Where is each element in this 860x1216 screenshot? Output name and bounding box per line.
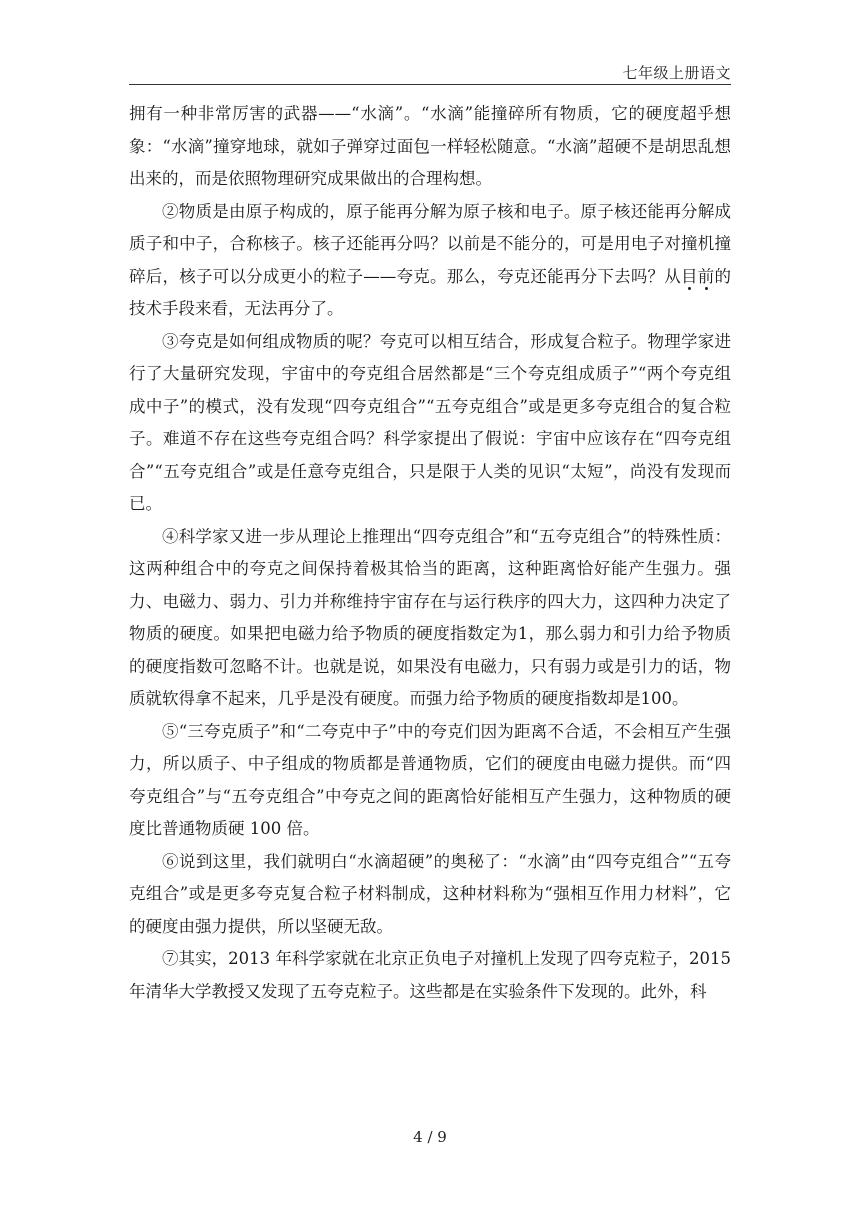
paragraph-2: [129, 196, 731, 326]
paragraph-5: ⑤“三夸克质子”和“二夸克中子”中的夸克们因为距离不合适，不会相互产生强力，所以质子、中子组成的物质都是普通物质，它们的硬度由电磁力提供。而“四夸克组合”与“五夸克组合”中夸克之间的距离恰好能相互产生强力，这种物质的硬度比普通物质硬 100 倍。: [129, 721, 731, 838]
paragraph-2-text-after: 的技术手段来看，无法再分了。: [129, 266, 732, 318]
header-title: 七年级上册语文: [622, 64, 731, 82]
paragraph-2-text-before: ②物质是由原子构成的，原子能再分解为原子核和电子。原子核还能再分解成质子和中子，合称核子。核子还能再分吗？以前是不能分的，可是用电子对撞机撞碎后，核子可以分成更小的粒子——夸克。那么，夸克还能再分下去吗？从: [129, 201, 731, 286]
article-body: [129, 98, 731, 1008]
paragraph-4: ④科学家又进一步从理论上推理出“四夸克组合”和“五夸克组合”的特殊性质：这两种组合中的夸克之间保持着极其恰当的距离，这种距离恰好能产生强力。强力、电磁力、弱力、引力并称维持宇宙存在与运行秩序的四大力，这四种力决定了物质的硬度。如果把电磁力给予物质的硬度指数定为1，那么弱力和引力给予物质的硬度指数可忽略不计。也就是说，如果没有电磁力，只有弱力或是引力的话，物质就软得拿不起来，几乎是没有硬度。而强力给予物质的硬度指数却是100。: [129, 526, 731, 708]
emphasis-char: 目: [681, 266, 698, 286]
paragraph-3: ③夸克是如何组成物质的呢？夸克可以相互结合，形成复合粒子。物理学家进行了大量研究发现，宇宙中的夸克组合居然都是“三个夸克组成质子”“两个夸克组成中子”的模式，没有发现“四夸克组合”“五夸克组合”或是更多夸克组合的复合粒子。难道不存在这些夸克组合吗？科学家提出了假说：宇宙中应该存在“四夸克组合”“五夸克组合”或是任意夸克组合，只是限于人类的见识“太短”，尚没有发现而已。: [129, 331, 731, 513]
emphasis-char: 前: [697, 266, 715, 286]
paragraph-continued: 拥有一种非常厉害的武器——“水滴”。“水滴”能撞碎所有物质，它的硬度超乎想象：“水滴”撞穿地球，就如子弹穿过面包一样轻松随意。“水滴”超硬不是胡思乱想出来的，而是依照物理研究成果做出的合理构想。: [129, 104, 731, 188]
paragraph-6: ⑥说到这里，我们就明白“水滴超硬”的奥秘了：“水滴”由“四夸克组合”“五夸克组合”或是更多夸克复合粒子材料制成，这种材料称为“强相互作用力材料”，它的硬度由强力提供，所以坚硬无敌。: [129, 851, 731, 936]
page-number: 4 / 9: [413, 1128, 447, 1146]
header-divider: [129, 84, 731, 85]
paragraph-7: ⑦其实，2013 年科学家就在北京正负电子对撞机上发现了四夸克粒子，2015 年清华大学教授又发现了五夸克粒子。这些都是在实验条件下发现的。此外，科: [129, 949, 731, 1001]
